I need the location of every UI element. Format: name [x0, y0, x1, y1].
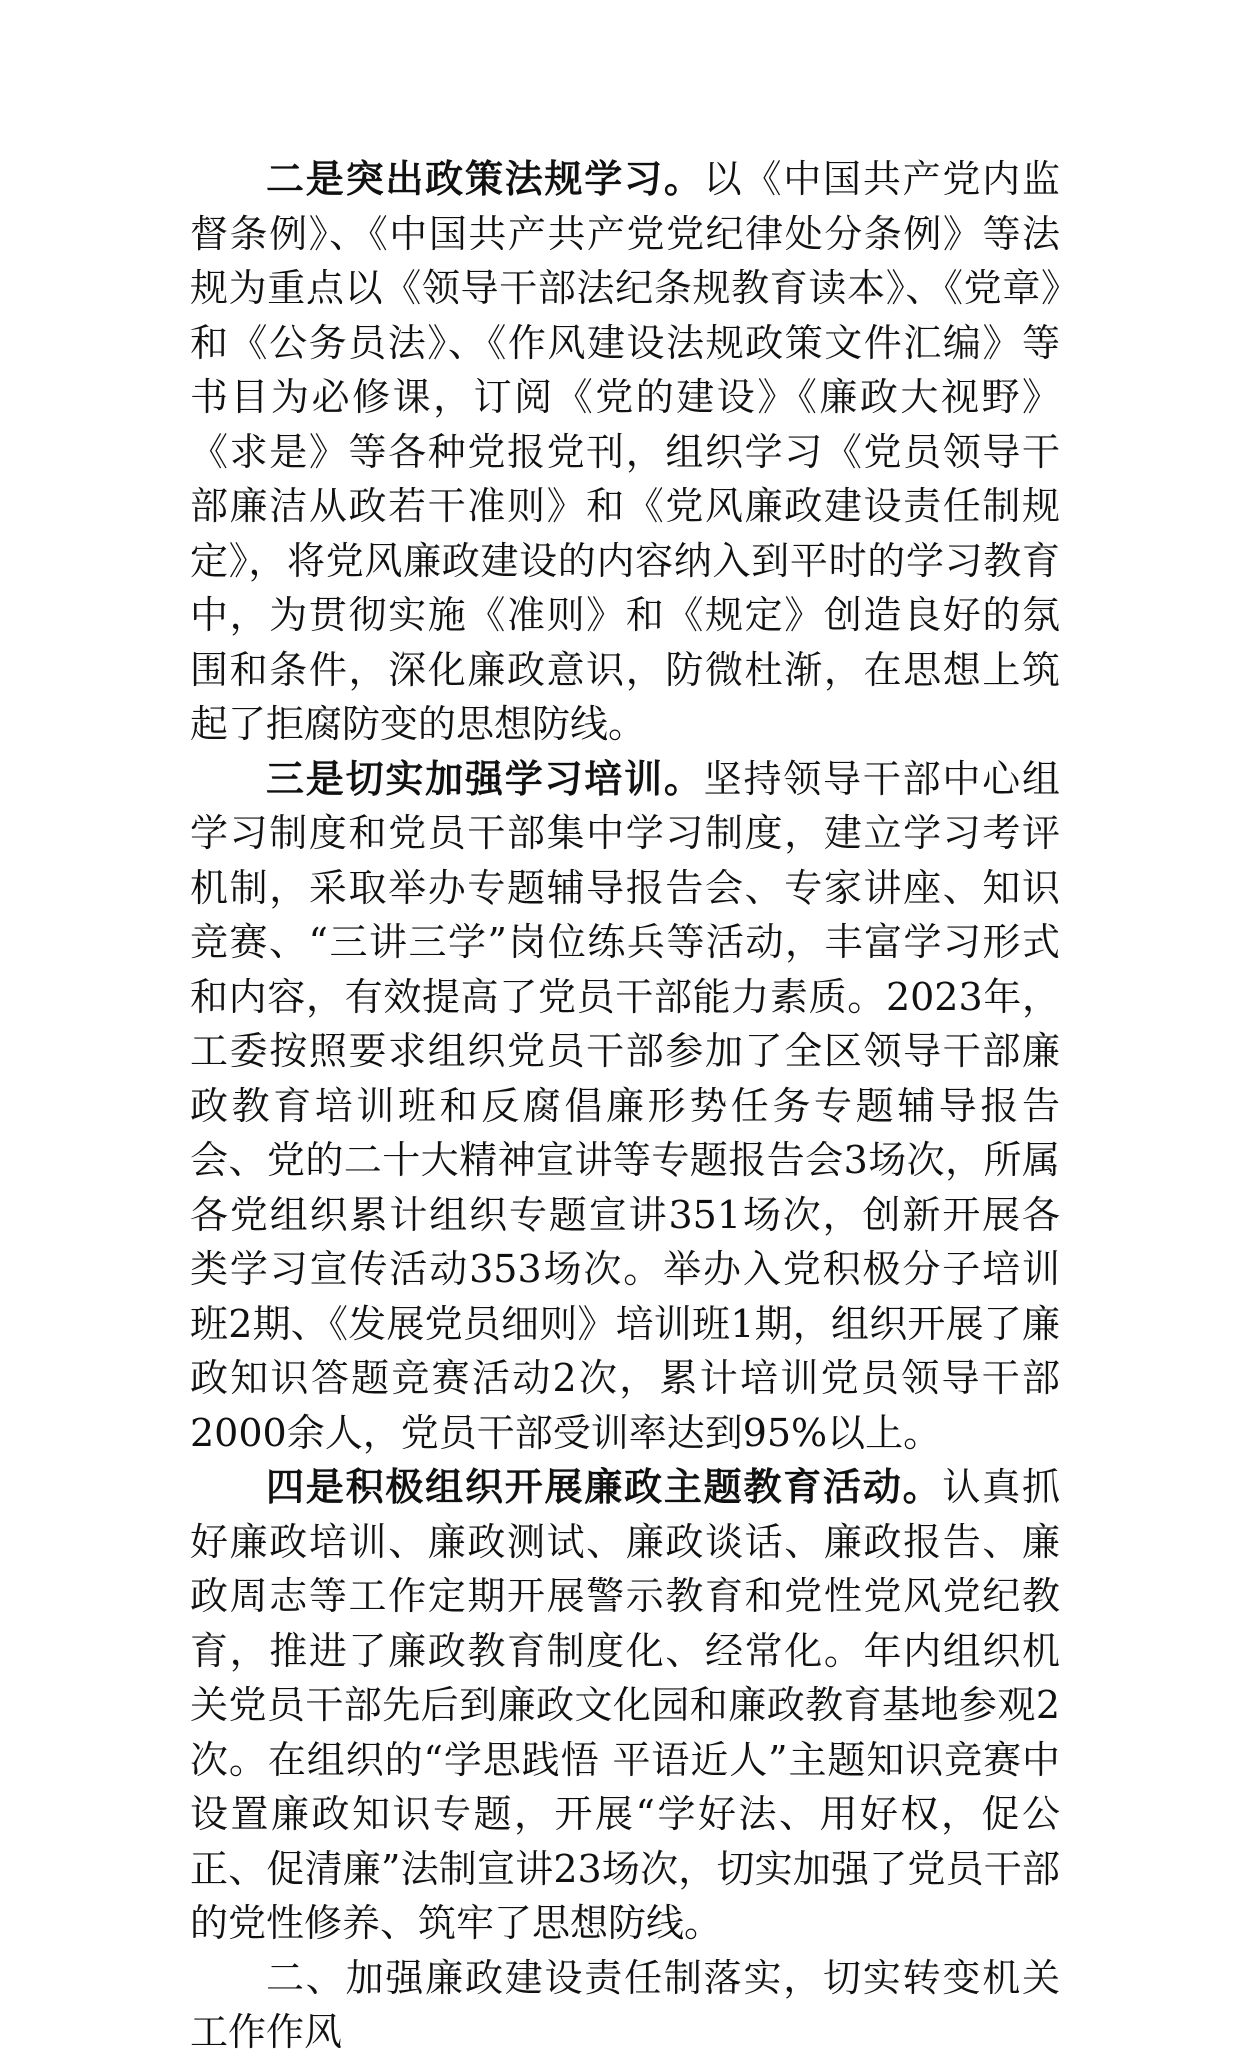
paragraph-lead-heading: 二是突出政策法规学习。	[266, 157, 704, 201]
paragraph-policy-study	[190, 152, 1060, 752]
paragraph-text: 以《中国共产党内监督条例》、《中国共产共产党党纪律处分条例》等法规为重点以《领导干部法纪条规教育读本》、《党章》和《公务员法》、《作风建设法规政策文件汇编》等书目为必修课，订阅《党的建设》《廉政大视野》《求是》等各种党报党刊，组织学习《党员领导干部廉洁从政若干准则》和《党风廉政建设责任制规定》，将党风廉政建设的内容纳入到平时的学习教育中，为贯彻实施《准则》和《规定》创造良好的氛围和条件，深化廉政意识，防微杜渐，在思想上筑起了拒腐防变的思想防线。	[190, 157, 1060, 746]
paragraph-training	[190, 752, 1060, 1461]
paragraph-education-activities	[190, 1460, 1060, 1951]
section-heading	[190, 1951, 1060, 2060]
paragraph-text: 认真抓好廉政培训、廉政测试、廉政谈话、廉政报告、廉政周志等工作定期开展警示教育和党性党风党纪教育，推进了廉政教育制度化、经常化。年内组织机关党员干部先后到廉政文化园和廉政教育基地参观2次。在组织的“学思践悟 平语近人”主题知识竞赛中设置廉政知识专题，开展“学好法、用好权，促公正、促清廉”法制宣讲23场次，切实加强了党员干部的党性修养、筑牢了思想防线。	[190, 1465, 1060, 1945]
section-heading-text: 二、加强廉政建设责任制落实，切实转变机关工作作风	[190, 1955, 1060, 2054]
paragraph-lead-heading: 四是积极组织开展廉政主题教育活动。	[266, 1465, 943, 1509]
document-body	[190, 152, 1060, 2060]
paragraph-lead-heading: 三是切实加强学习培训。	[266, 756, 704, 801]
paragraph-text: 坚持领导干部中心组学习制度和党员干部集中学习制度，建立学习考评机制，采取举办专题辅导报告会、专家讲座、知识竞赛、“三讲三学”岗位练兵等活动，丰富学习形式和内容，有效提高了党员干部能力素质。2023年，工委按照要求组织党员干部参加了全区领导干部廉政教育培训班和反腐倡廉形势任务专题辅导报告会、党的二十大精神宣讲等专题报告会3场次，所属各党组织累计组织专题宣讲351场次，创新开展各类学习宣传活动353场次。举办入党积极分子培训班2期、《发展党员细则》培训班1期，组织开展了廉政知识答题竞赛活动2次，累计培训党员领导干部2000余人，党员干部受训率达到95%以上。	[190, 756, 1060, 1455]
